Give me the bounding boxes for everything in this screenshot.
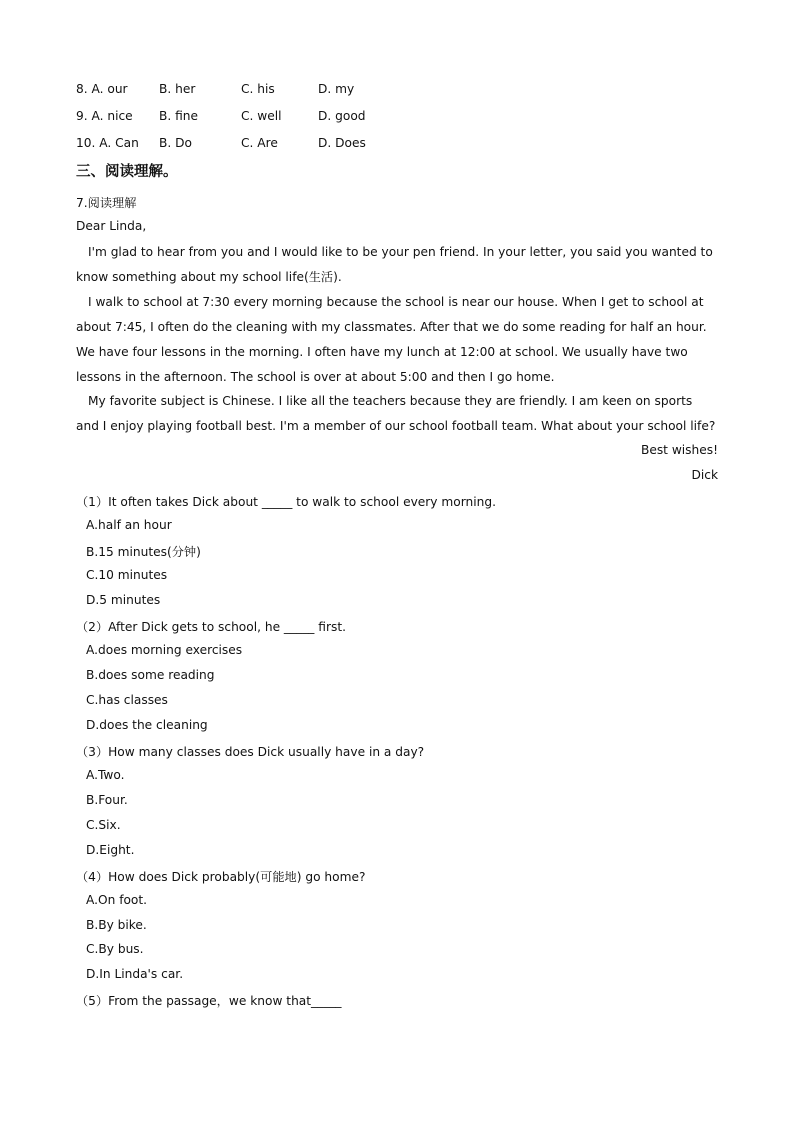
letter-signature: Dick bbox=[691, 468, 718, 482]
task-label: 7.阅读理解 bbox=[76, 196, 137, 210]
letter-paragraph-1 bbox=[76, 240, 716, 290]
question-3-option-d: D.Eight. bbox=[86, 843, 135, 857]
question-3-option-a: A.Two. bbox=[86, 768, 125, 782]
letter-greeting: Dear Linda, bbox=[76, 219, 147, 233]
option-d: D. Does bbox=[318, 136, 366, 150]
question-1-option-a: A.half an hour bbox=[86, 518, 172, 532]
question-3-option-c: C.Six. bbox=[86, 818, 121, 832]
question-4-option-d: D.In Linda's car. bbox=[86, 967, 184, 981]
option-b: B. her bbox=[159, 82, 196, 96]
option-c: C. Are bbox=[241, 136, 278, 150]
question-2-option-a: A.does morning exercises bbox=[86, 643, 243, 657]
question-4-stem: （4）How does Dick probably(可能地) go home? bbox=[76, 870, 366, 884]
question-1-stem: （1）It often takes Dick about _____ to walk to school every morning. bbox=[76, 495, 496, 509]
question-1-option-b: B.15 minutes(分钟) bbox=[86, 545, 201, 559]
question-2-stem: （2）After Dick gets to school, he _____ first. bbox=[76, 620, 346, 634]
paragraph-text: I'm glad to hear from you and I would like to be your pen friend. In your letter, you said you wanted to know something about my school life(生活). bbox=[76, 245, 713, 284]
question-4-option-c: C.By bus. bbox=[86, 942, 144, 956]
question-1-option-c: C.10 minutes bbox=[86, 568, 168, 582]
question-5-stem: （5）From the passage，we know that_____ bbox=[76, 994, 342, 1008]
option-d: D. my bbox=[318, 82, 355, 96]
question-4-option-b: B.By bike. bbox=[86, 918, 147, 932]
letter-paragraph-2 bbox=[76, 290, 716, 390]
option-a: 9. A. nice bbox=[76, 109, 133, 123]
option-b: B. Do bbox=[159, 136, 192, 150]
question-3-stem: （3）How many classes does Dick usually have in a day? bbox=[76, 745, 425, 759]
question-4-option-a: A.On foot. bbox=[86, 893, 148, 907]
option-b: B. fine bbox=[159, 109, 199, 123]
letter-paragraph-3 bbox=[76, 389, 716, 439]
paragraph-text: My favorite subject is Chinese. I like all the teachers because they are friendly. I am keen on sports and I enjoy playing football best. I'm a member of our school football team. What about your school life? bbox=[76, 394, 716, 433]
question-3-option-b: B.Four. bbox=[86, 793, 128, 807]
option-d: D. good bbox=[318, 109, 366, 123]
section-heading: 三、阅读理解。 bbox=[76, 164, 178, 180]
question-2-option-c: C.has classes bbox=[86, 693, 168, 707]
question-1-option-d: D.5 minutes bbox=[86, 593, 161, 607]
paragraph-text: I walk to school at 7:30 every morning because the school is near our house. When I get to school at about 7:45, I often do the cleaning with my classmates. After that we do some reading for half an hour. We have four lessons in the morning. I often have my lunch at 12:00 at school. We usually have two lessons in the afternoon. The school is over at about 5:00 and then I go home. bbox=[76, 295, 707, 384]
option-a: 10. A. Can bbox=[76, 136, 139, 150]
option-a: 8. A. our bbox=[76, 82, 128, 96]
option-c: C. his bbox=[241, 82, 275, 96]
letter-closing: Best wishes! bbox=[640, 443, 718, 457]
option-c: C. well bbox=[241, 109, 282, 123]
question-2-option-b: B.does some reading bbox=[86, 668, 215, 682]
question-2-option-d: D.does the cleaning bbox=[86, 718, 208, 732]
